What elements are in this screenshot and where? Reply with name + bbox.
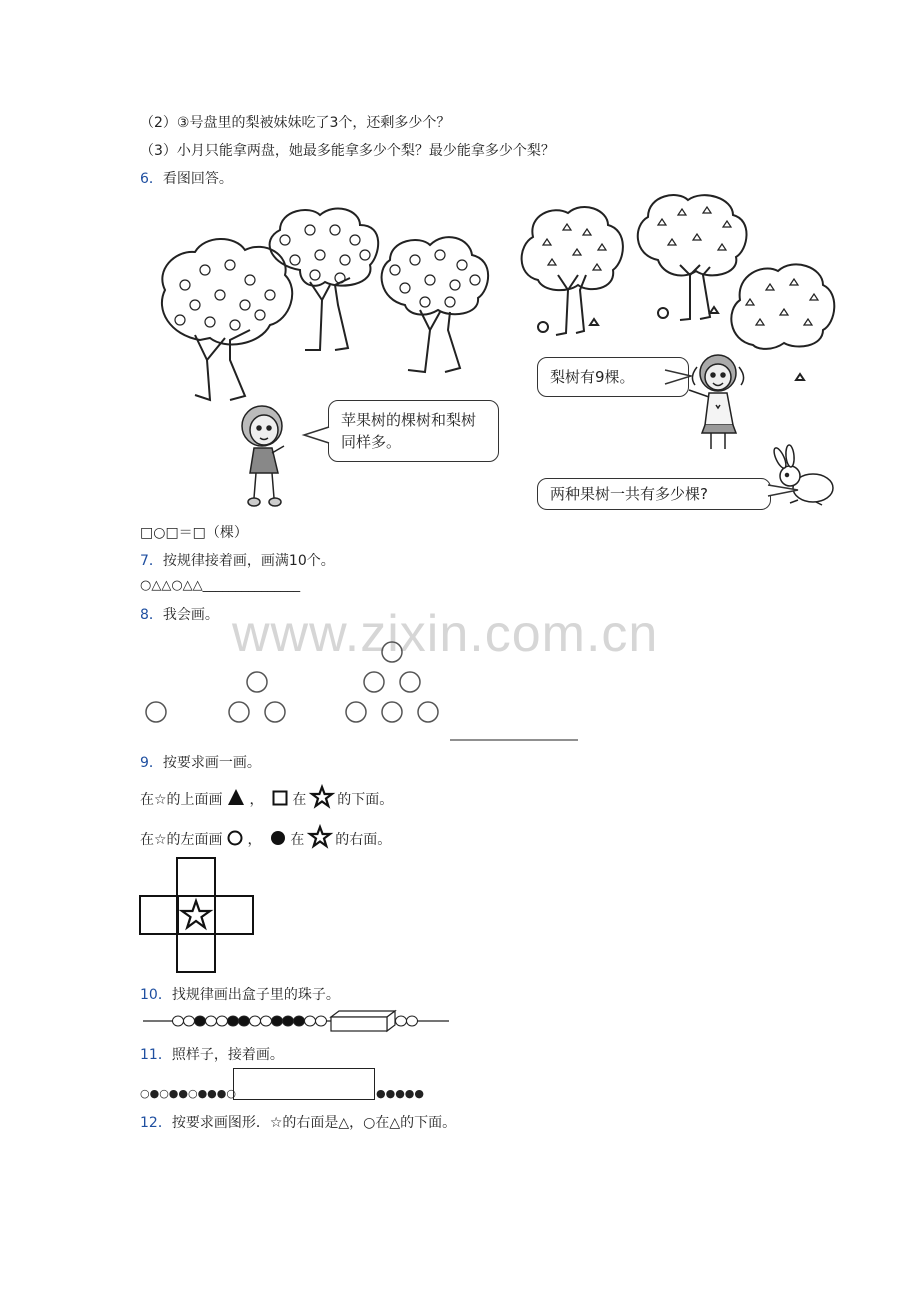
- q9-line2-a: 在☆的左面画: [140, 832, 223, 848]
- q10-text: 找规律画出盒子里的珠子。: [171, 987, 340, 1003]
- q11-answer-box[interactable]: [233, 1068, 375, 1100]
- bubble-tail: [768, 482, 808, 502]
- star-icon: [309, 826, 331, 848]
- pear-tree-icon: [522, 207, 623, 335]
- star-icon: [311, 786, 333, 808]
- q9-line1-b: ，: [249, 792, 264, 808]
- speech-bubble-rabbit: 两种果树一共有多少棵?: [537, 478, 771, 510]
- apple-tree-icon: [270, 208, 379, 350]
- equation-line: □○□＝□（棵）: [140, 525, 248, 541]
- watermark: www.zixin.com.cn: [232, 605, 659, 663]
- girl-icon: [232, 398, 302, 513]
- q7-text: 按规律接着画，画满10个。: [162, 553, 335, 569]
- q5-part2: （2）③号盘里的梨被妹妹吃了3个，还剩多少个？: [140, 115, 451, 131]
- apple-tree-icon: [162, 239, 292, 400]
- q9-text: 按要求画一画。: [162, 755, 261, 771]
- q11-pattern-right: ●●●●●: [376, 1087, 424, 1100]
- q9-line1-d: 的下面。: [337, 792, 394, 808]
- q11-pattern-left: ○●○●●○●●●○: [140, 1087, 236, 1100]
- speech-bubble-pear: 梨树有9棵。: [537, 357, 689, 397]
- q12-text: 按要求画图形．☆的右面是△，○在△的下面。: [171, 1115, 457, 1131]
- square-icon: [272, 790, 288, 806]
- q9-line2-b: ，: [247, 832, 262, 848]
- q10-number: 10．: [140, 987, 172, 1003]
- bead-string: [143, 1008, 453, 1034]
- bubble-tail: [302, 425, 332, 445]
- cross-grid: [139, 857, 255, 975]
- q8-number: 8．: [140, 607, 163, 623]
- circle-pattern: [140, 636, 580, 746]
- bubble-tail: [665, 368, 695, 388]
- q6-text: 看图回答。: [162, 171, 233, 187]
- star-icon: [182, 901, 210, 928]
- apple-trees-illustration: [150, 210, 510, 510]
- circle-icon: [227, 830, 243, 846]
- q9-line1-c: 在: [292, 792, 307, 808]
- girl-icon: [683, 345, 753, 460]
- q9-line2-c: 在: [290, 832, 305, 848]
- speech-bubble-apple: 苹果树的棵树和梨树同样多。: [328, 400, 499, 462]
- q7-pattern: ○△△○△△_______________: [140, 578, 301, 593]
- q11-text: 照样子，接着画。: [171, 1047, 284, 1063]
- pear-tree-icon: [638, 195, 747, 320]
- q11-number: 11．: [140, 1047, 172, 1063]
- q5-part3: （3）小月只能拿两盘，她最多能拿多少个梨？最少能拿多少个梨？: [140, 143, 555, 159]
- q12-number: 12．: [140, 1115, 172, 1131]
- bead-box: [331, 1011, 395, 1031]
- q6-number: 6．: [140, 171, 163, 187]
- apple-tree-icon: [382, 237, 489, 372]
- q9-line1-a: 在☆的上面画: [140, 792, 223, 808]
- q7-number: 7．: [140, 553, 163, 569]
- triangle-icon: [227, 788, 245, 806]
- q9-line2-d: 的右面。: [335, 832, 392, 848]
- q9-number: 9．: [140, 755, 163, 771]
- dot-icon: [270, 830, 286, 846]
- q8-text: 我会画。: [162, 607, 219, 623]
